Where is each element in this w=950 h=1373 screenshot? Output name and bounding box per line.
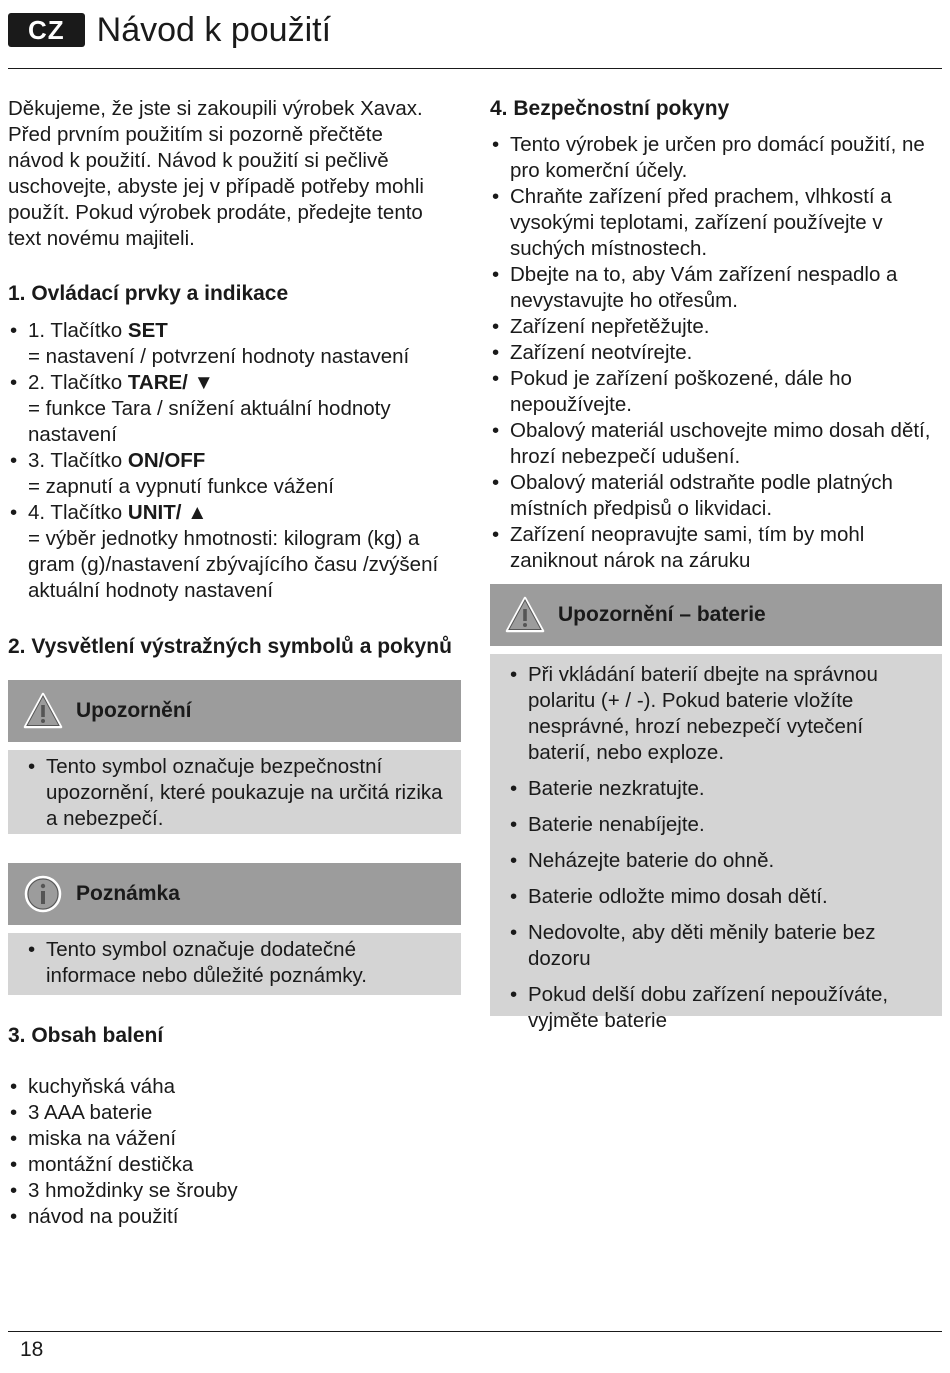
button-key-label: UNIT/ ▲ — [127, 501, 208, 524]
list-item: • Obalový materiál uschovejte mimo dosah dětí, hrozí nebezpečí udušení. — [490, 418, 942, 470]
list-item: • 3 AAA baterie — [8, 1100, 463, 1126]
section3-heading: 3. Obsah balení — [8, 1024, 164, 1047]
list-item: • 1. Tlačítko SET = nastavení / potvrzení hodnoty nastavení — [8, 318, 463, 370]
list-item: • miska na vážení — [8, 1126, 463, 1152]
note-box-header — [8, 863, 461, 925]
warning-triangle-icon — [22, 690, 64, 732]
list-item: • Tento symbol označuje bezpečnostní upozornění, které poukazuje na určitá rizika a nebezpečí. — [26, 754, 449, 832]
list-item: • Obalový materiál odstraňte podle platných místních předpisů o likvidaci. — [490, 470, 942, 522]
list-item: • 3. Tlačítko ON/OFF = zapnutí a vypnutí funkce vážení — [8, 448, 463, 500]
list-item: • Chraňte zařízení před prachem, vlhkostí a vysokými teplotami, zařízení používejte v suchých místnostech. — [490, 184, 942, 262]
info-circle-icon — [22, 873, 64, 915]
list-item: • Nedovolte, aby děti měnily baterie bez dozoru — [508, 920, 930, 972]
list-item: • 4. Tlačítko UNIT/ ▲ = výběr jednotky hmotnosti: kilogram (kg) a gram (g)/nastavení zbývajícího času /zvýšení aktuální hodnoty nastavení — [8, 500, 463, 604]
note-box-title: Poznámka — [76, 882, 180, 905]
list-item: • kuchyňská váha — [8, 1074, 463, 1100]
document-title: Návod k použití — [96, 10, 332, 49]
list-item: • Zařízení nepřetěžujte. — [490, 314, 942, 340]
warning-box — [8, 680, 461, 834]
list-item: • Zařízení neotvírejte. — [490, 340, 942, 366]
intro-paragraph: Děkujeme, že jste si zakoupili výrobek Xavax. Před prvním použitím si pozorně přečtěte návod k použití. Návod k použití si pečlivě uschovejte, abyste jej v případě potřeby mohli použít. Pokud výrobek prodáte, předejte tento text novému majiteli. — [8, 97, 424, 250]
footer-divider — [8, 1331, 942, 1332]
warning-box-header — [8, 680, 461, 742]
note-box-body — [8, 933, 461, 995]
list-item: • Baterie nezkratujte. — [508, 776, 930, 802]
list-item: • Neházejte baterie do ohně. — [508, 848, 930, 874]
section2-heading: 2. Vysvětlení výstražných symbolů a pokynů — [8, 635, 452, 658]
list-item: • Pokud je zařízení poškozené, dále ho nepoužívejte. — [490, 366, 942, 418]
list-item: • Dbejte na to, aby Vám zařízení nespadlo a nevystavujte ho otřesům. — [490, 262, 942, 314]
list-item: • Při vkládání baterií dbejte na správnou polaritu (+ / -). Pokud baterie vložíte nesprávné, hrozí nebezpečí vytečení baterií, nebo exploze. — [508, 662, 930, 766]
button-key-label: SET — [127, 319, 168, 342]
header-divider — [8, 68, 942, 69]
warning-box-title: Upozornění — [76, 699, 192, 722]
safety-list — [490, 132, 942, 574]
list-item: • Pokud delší dobu zařízení nepoužíváte, vyjměte baterie — [508, 982, 930, 1034]
list-item: • Baterie odložte mimo dosah dětí. — [508, 884, 930, 910]
page-header — [8, 10, 331, 50]
package-contents-list — [8, 1074, 463, 1230]
button-key-label: ON/OFF — [127, 449, 206, 472]
battery-warning-box — [490, 584, 942, 1032]
button-key-label: TARE/ ▼ — [127, 371, 214, 394]
list-item: • Baterie nenabíjejte. — [508, 812, 930, 838]
battery-box-body — [490, 654, 942, 1032]
controls-list — [8, 318, 463, 604]
warning-triangle-icon — [504, 594, 546, 636]
list-item: • 2. Tlačítko TARE/ ▼ = funkce Tara / snížení aktuální hodnoty nastavení — [8, 370, 463, 448]
list-item: • 3 hmoždinky se šrouby — [8, 1178, 463, 1204]
list-item: • návod na použití — [8, 1204, 463, 1230]
warning-box-body — [8, 750, 461, 834]
section4-heading: 4. Bezpečnostní pokyny — [490, 97, 730, 120]
list-item: • montážní destička — [8, 1152, 463, 1178]
list-item: • Tento výrobek je určen pro domácí použití, ne pro komerční účely. — [490, 132, 942, 184]
list-item: • Tento symbol označuje dodatečné informace nebo důležité poznámky. — [26, 937, 449, 989]
battery-box-header — [490, 584, 942, 646]
section1-heading: 1. Ovládací prvky a indikace — [8, 282, 289, 305]
battery-box-title: Upozornění – baterie — [558, 603, 766, 626]
list-item: • Zařízení neopravujte sami, tím by mohl zaniknout nárok na záruku — [490, 522, 942, 574]
language-badge: CZ — [8, 13, 85, 47]
note-box — [8, 863, 461, 995]
page-number: 18 — [20, 1338, 44, 1361]
